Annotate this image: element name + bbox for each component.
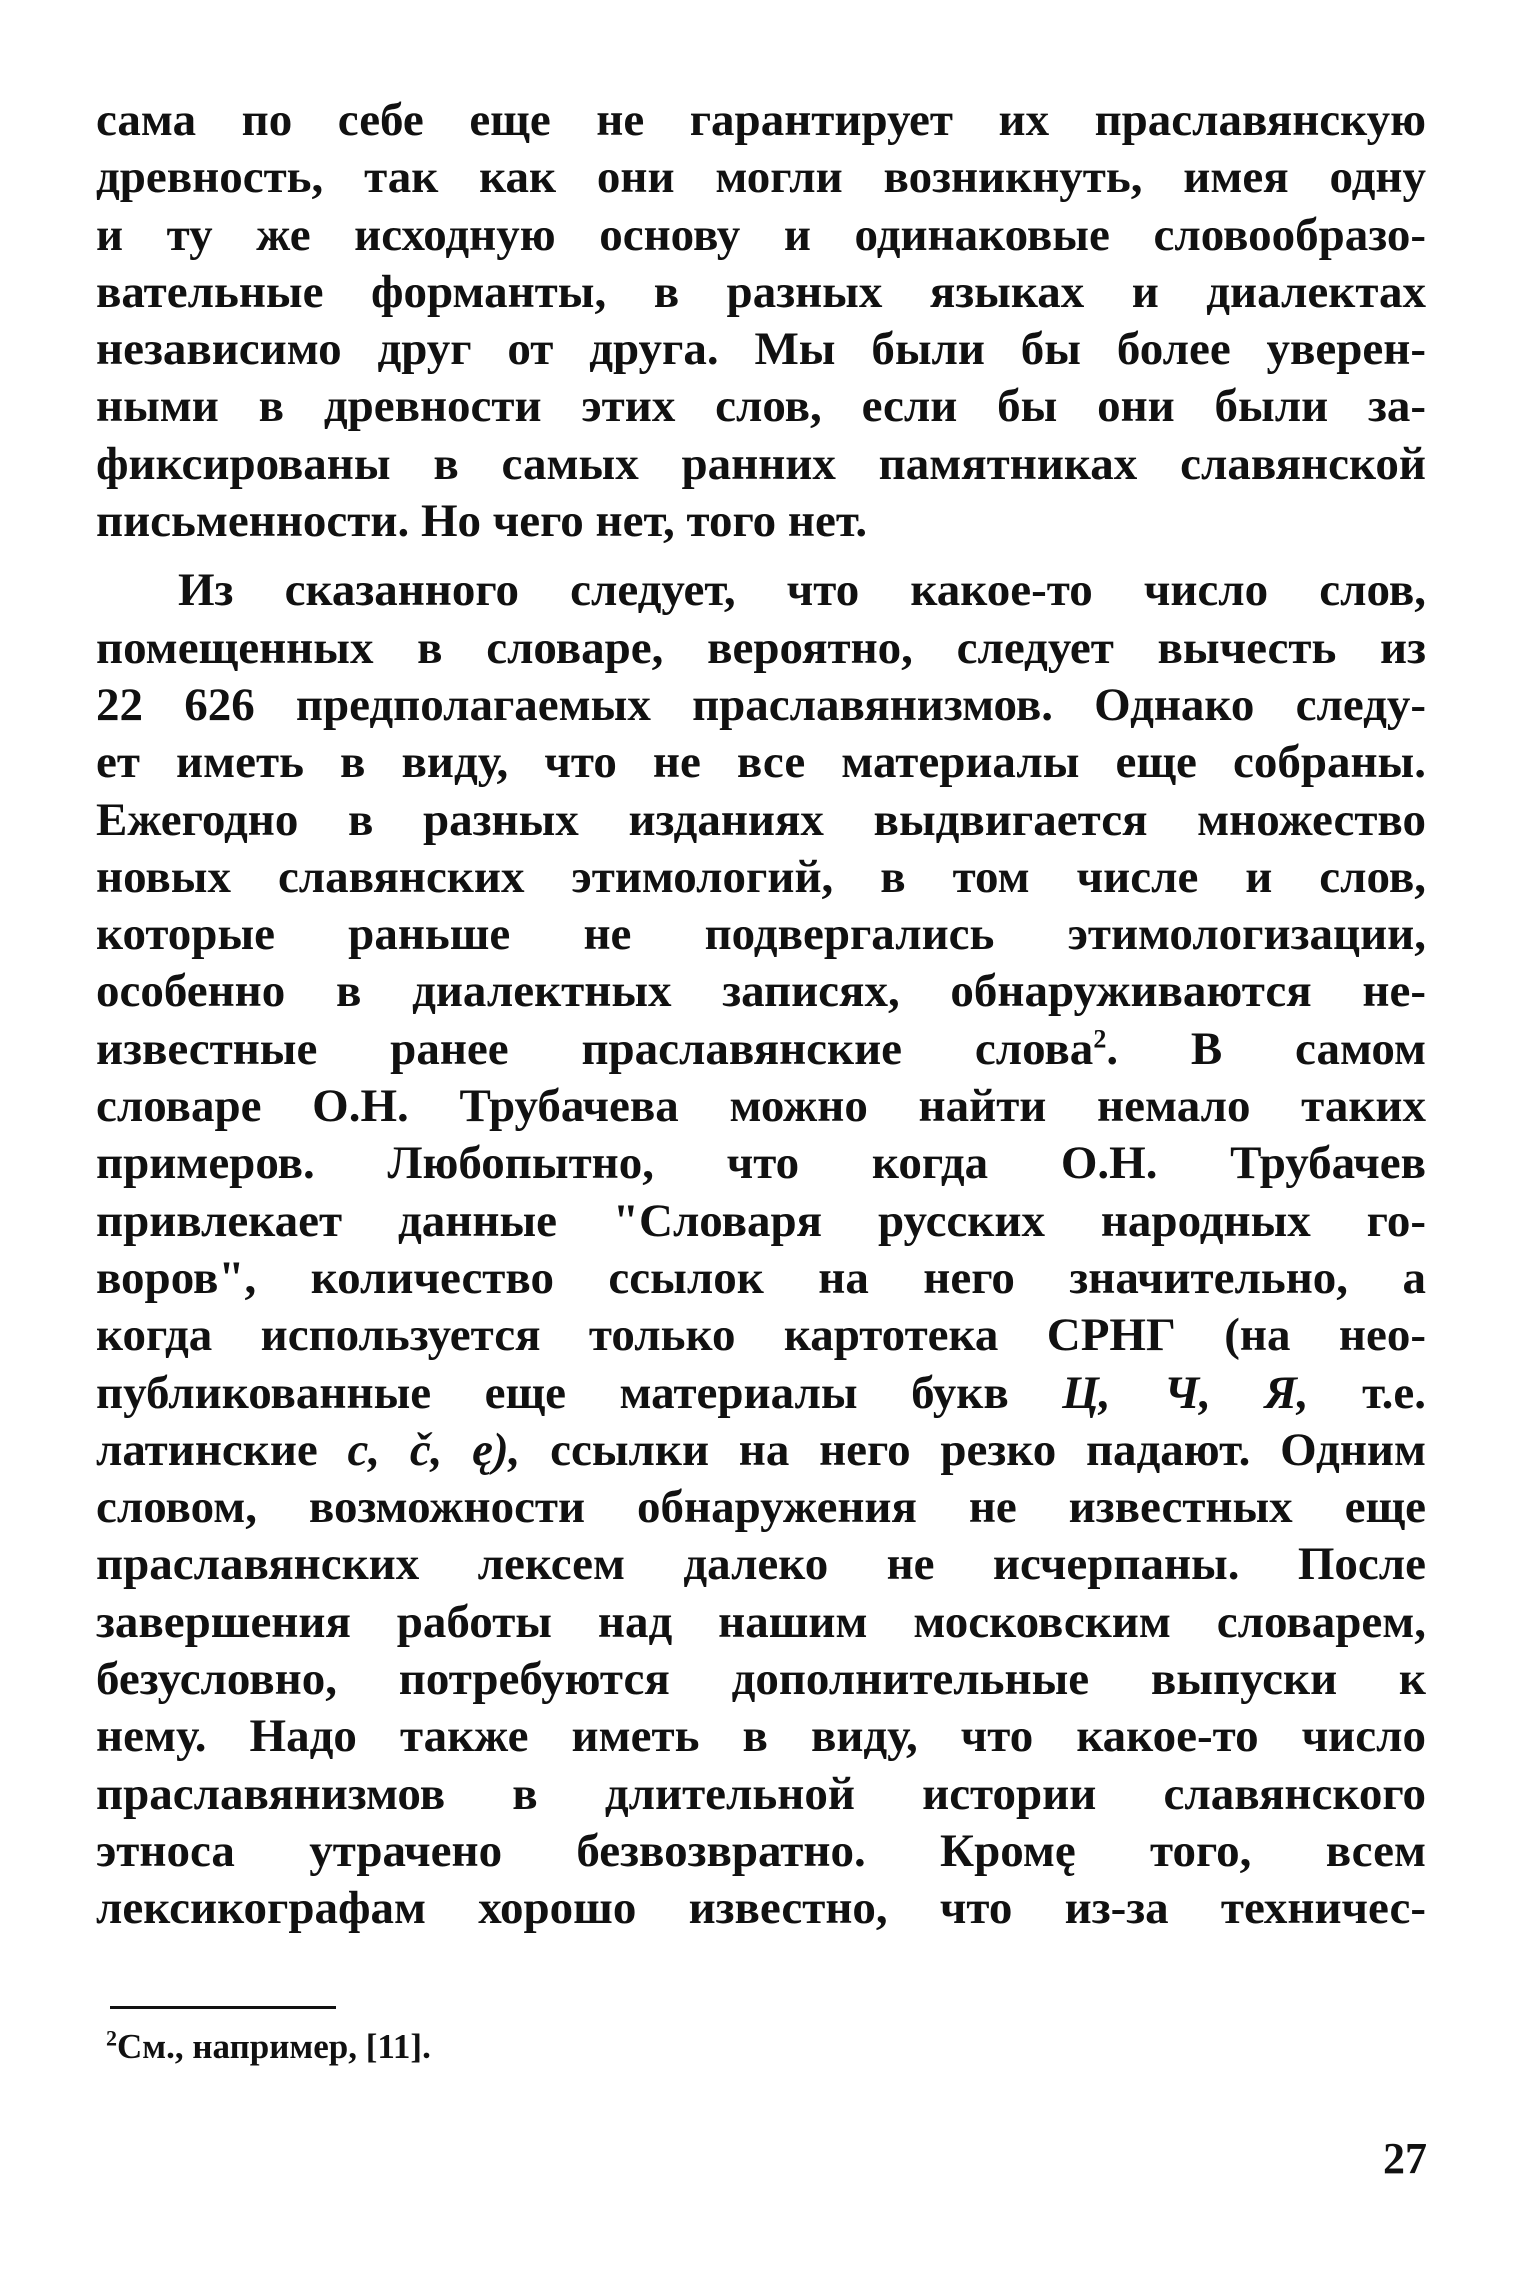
text-line: привлекает данные "Словаря русских народных го- [96,1194,1426,1247]
text-line: лексикографам хорошо известно, что из-за техничес- [96,1882,1426,1935]
text-line-with-italics [96,1365,1426,1422]
text-line: праславянских лексем далеко не исчерпаны. После [96,1538,1426,1591]
text-line: воров", количество ссылок на него значительно, а [96,1251,1426,1304]
text-line: древность, так как они могли возникнуть, имея одну [96,151,1426,204]
paragraph-2 [96,562,1426,1937]
text-line: словаре О.Н. Трубачева можно найти немало таких [96,1080,1426,1133]
text-segment: . В самом [1106,1022,1426,1075]
text-line: этноса утрачено безвозвратно. Кромę того, всем [96,1824,1426,1877]
text-line: вательные форманты, в разных языках и диалектах [96,265,1426,318]
text-line: особенно в диалектных записях, обнаруживаются не- [96,965,1426,1018]
italic-letter: Ц, [1062,1366,1111,1419]
text-line: 22 626 предполагаемых праславянизмов. Однако следу- [96,678,1426,731]
body-text [96,92,1426,1938]
text-line: которые раньше не подвергались этимологизации, [96,908,1426,961]
text-line: письменности. Но чего нет, того нет. [96,495,868,548]
text-segment: публикованные еще материалы букв [96,1366,1009,1419]
text-segment: т.е. [1362,1366,1427,1419]
text-line: и ту же исходную основу и одинаковые словообразо- [96,208,1426,261]
text-line: когда используется только картотека СРНГ (на нео- [96,1309,1426,1362]
text-line: сама по себе еще не гарантирует их праславянскую [96,94,1426,146]
italic-letters: c, č, ę), [347,1423,521,1476]
footnote [106,2026,431,2068]
text-line: праславянизмов в длительной истории славянского [96,1767,1426,1820]
text-line: фиксированы в самых ранних памятниках славянской [96,437,1426,490]
footnote-text: См., например, [11]. [117,2027,431,2066]
text-line-with-italics [96,1422,1426,1479]
paragraph-gap [96,550,1426,562]
text-line: нему. Надо также иметь в виду, что какое-то число [96,1710,1426,1763]
footnote-marker: 2 [106,2025,117,2051]
text-line: Из сказанного следует, что какое-то число слов, [178,564,1426,617]
text-line-with-footnote-ref [96,1021,1426,1078]
text-line: ет иметь в виду, что не все материалы еще собраны. [96,736,1426,789]
text-line: безусловно, потребуются дополнительные выпуски к [96,1653,1426,1706]
text-line: новых славянских этимологий, в том числе и слов, [96,850,1426,903]
text-line: ными в древности этих слов, если бы они были за- [96,380,1426,433]
text-line: Ежегодно в разных изданиях выдвигается множество [96,793,1426,846]
text-segment: ссылки на него резко падают. Одним [550,1423,1427,1476]
text-line: независимо друг от друга. Мы были бы более уверен- [96,323,1426,376]
footnote-reference: 2 [1093,1024,1107,1054]
text-segment: известные ранее праславянские слова [96,1022,1094,1075]
page-number: 27 [1383,2134,1427,2183]
italic-letter: Ч, [1164,1366,1211,1419]
text-line: помещенных в словаре, вероятно, следует вычесть из [96,621,1426,674]
text-segment: латинские [96,1423,318,1476]
text-line: словом, возможности обнаружения не известных еще [96,1481,1426,1534]
footnote-divider [110,2006,336,2009]
italic-letter: Я, [1264,1366,1309,1419]
text-line: примеров. Любопытно, что когда О.Н. Трубачев [96,1137,1426,1190]
paragraph-1 [96,92,1426,550]
text-line: завершения работы над нашим московским словарем, [96,1595,1426,1648]
